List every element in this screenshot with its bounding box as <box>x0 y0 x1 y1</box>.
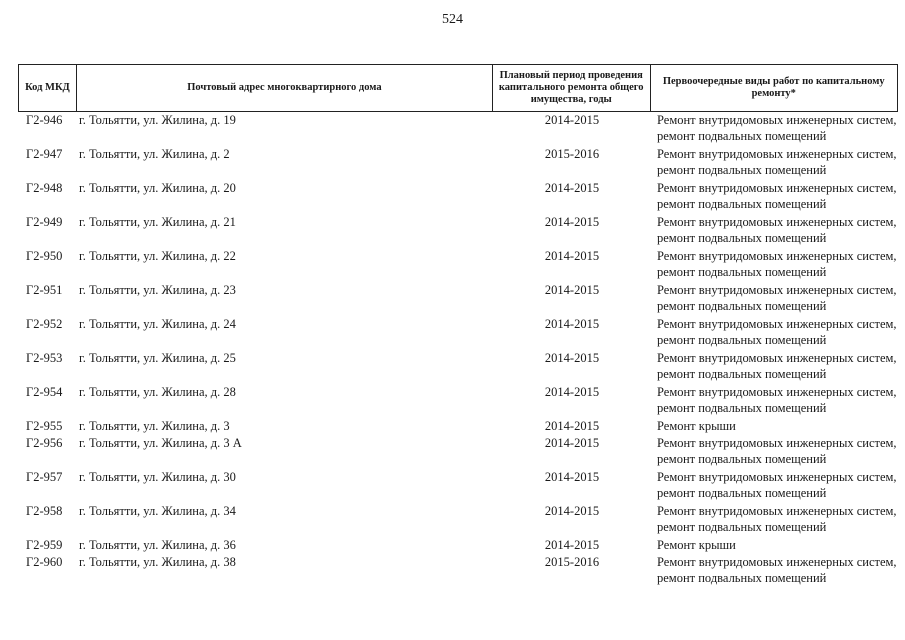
row-works-line: Ремонт внутридомовых инженерных систем, <box>657 181 897 195</box>
row-address: г. Тольятти, ул. Жилина, д. 38 <box>79 555 236 569</box>
table-row <box>18 435 898 469</box>
row-works <box>651 554 898 588</box>
row-works-line: Ремонт внутридомовых инженерных систем, <box>657 147 897 161</box>
row-period: 2015-2016 <box>544 147 600 161</box>
row-address: г. Тольятти, ул. Жилина, д. 21 <box>79 215 236 229</box>
row-works <box>651 146 898 180</box>
row-period: 2014-2015 <box>544 351 600 365</box>
row-works-line: Ремонт внутридомовых инженерных систем, <box>657 470 897 484</box>
row-code: Г2-947 <box>26 147 63 161</box>
table-row <box>18 418 898 435</box>
row-works <box>651 112 898 146</box>
table-row <box>18 146 898 180</box>
row-period: 2014-2015 <box>544 538 600 552</box>
row-works-line: Ремонт внутридомовых инженерных систем, <box>657 249 897 263</box>
table-row <box>18 282 898 316</box>
row-code: Г2-955 <box>26 419 63 433</box>
row-works-line: Ремонт крыши <box>657 419 736 433</box>
row-works <box>651 418 898 435</box>
page-number: 524 <box>442 12 463 27</box>
row-period: 2014-2015 <box>544 113 600 127</box>
row-code: Г2-958 <box>26 504 63 518</box>
row-code: Г2-949 <box>26 215 63 229</box>
row-works <box>651 350 898 384</box>
table-header <box>18 64 898 112</box>
header-works: Первоочередные виды работ по капитальному ремонту* <box>662 76 885 99</box>
row-works-line: Ремонт крыши <box>657 538 736 552</box>
row-address: г. Тольятти, ул. Жилина, д. 25 <box>79 351 236 365</box>
row-code: Г2-954 <box>26 385 63 399</box>
row-period: 2015-2016 <box>544 555 600 569</box>
row-works <box>651 282 898 316</box>
row-works-line: Ремонт внутридомовых инженерных систем, <box>657 436 897 450</box>
row-address: г. Тольятти, ул. Жилина, д. 24 <box>79 317 236 331</box>
row-address: г. Тольятти, ул. Жилина, д. 30 <box>79 470 236 484</box>
row-period: 2014-2015 <box>544 470 600 484</box>
row-works <box>651 435 898 469</box>
row-address: г. Тольятти, ул. Жилина, д. 23 <box>79 283 236 297</box>
row-period: 2014-2015 <box>544 419 600 433</box>
row-works-line: ремонт подвальных помещений <box>657 299 827 313</box>
table-row <box>18 537 898 554</box>
row-period: 2014-2015 <box>544 317 600 331</box>
row-works <box>651 316 898 350</box>
row-works <box>651 180 898 214</box>
row-works-line: ремонт подвальных помещений <box>657 486 827 500</box>
row-works-line: ремонт подвальных помещений <box>657 401 827 415</box>
row-code: Г2-957 <box>26 470 63 484</box>
row-works-line: ремонт подвальных помещений <box>657 520 827 534</box>
row-works-line: ремонт подвальных помещений <box>657 163 827 177</box>
row-works <box>651 537 898 554</box>
row-code: Г2-948 <box>26 181 63 195</box>
row-address: г. Тольятти, ул. Жилина, д. 3 <box>79 419 230 433</box>
row-works <box>651 469 898 503</box>
row-works <box>651 214 898 248</box>
row-code: Г2-960 <box>26 555 63 569</box>
table-row <box>18 503 898 537</box>
row-works-line: Ремонт внутридомовых инженерных систем, <box>657 283 897 297</box>
row-works <box>651 384 898 418</box>
header-period: Плановый период проведения капитального ремонта общего имущества, годы <box>493 65 651 111</box>
row-works-line: Ремонт внутридомовых инженерных систем, <box>657 385 897 399</box>
row-period: 2014-2015 <box>544 215 600 229</box>
row-period: 2014-2015 <box>544 504 600 518</box>
row-works-line: Ремонт внутридомовых инженерных систем, <box>657 504 897 518</box>
row-works-line: ремонт подвальных помещений <box>657 265 827 279</box>
row-address: г. Тольятти, ул. Жилина, д. 3 А <box>79 436 242 450</box>
row-works-line: ремонт подвальных помещений <box>657 452 827 466</box>
table-row <box>18 112 898 146</box>
row-works-line: Ремонт внутридомовых инженерных систем, <box>657 317 897 331</box>
row-works-line: ремонт подвальных помещений <box>657 129 827 143</box>
row-period: 2014-2015 <box>544 181 600 195</box>
row-address: г. Тольятти, ул. Жилина, д. 19 <box>79 113 236 127</box>
row-period: 2014-2015 <box>544 249 600 263</box>
row-works-line: Ремонт внутридомовых инженерных систем, <box>657 113 897 127</box>
table-row <box>18 180 898 214</box>
row-works-line: Ремонт внутридомовых инженерных систем, <box>657 555 897 569</box>
row-works <box>651 248 898 282</box>
row-address: г. Тольятти, ул. Жилина, д. 22 <box>79 249 236 263</box>
row-code: Г2-956 <box>26 436 63 450</box>
row-address: г. Тольятти, ул. Жилина, д. 28 <box>79 385 236 399</box>
table-row <box>18 384 898 418</box>
row-period: 2014-2015 <box>544 436 600 450</box>
row-works-line: ремонт подвальных помещений <box>657 333 827 347</box>
table-row <box>18 469 898 503</box>
row-period: 2014-2015 <box>544 283 600 297</box>
table-row <box>18 554 898 588</box>
row-works-line: ремонт подвальных помещений <box>657 231 827 245</box>
row-period: 2014-2015 <box>544 385 600 399</box>
row-code: Г2-950 <box>26 249 63 263</box>
table-row <box>18 248 898 282</box>
table-row <box>18 316 898 350</box>
table-row <box>18 214 898 248</box>
row-address: г. Тольятти, ул. Жилина, д. 20 <box>79 181 236 195</box>
header-code: Код МКД <box>19 65 77 111</box>
row-works <box>651 503 898 537</box>
table-body <box>18 112 898 588</box>
row-works-line: ремонт подвальных помещений <box>657 571 827 585</box>
row-code: Г2-959 <box>26 538 63 552</box>
row-address: г. Тольятти, ул. Жилина, д. 34 <box>79 504 236 518</box>
row-works-line: ремонт подвальных помещений <box>657 367 827 381</box>
row-works-line: Ремонт внутридомовых инженерных систем, <box>657 215 897 229</box>
row-code: Г2-951 <box>26 283 63 297</box>
row-works-line: Ремонт внутридомовых инженерных систем, <box>657 351 897 365</box>
row-code: Г2-952 <box>26 317 63 331</box>
row-address: г. Тольятти, ул. Жилина, д. 36 <box>79 538 236 552</box>
row-address: г. Тольятти, ул. Жилина, д. 2 <box>79 147 230 161</box>
header-address: Почтовый адрес многоквартирного дома <box>77 65 493 111</box>
row-code: Г2-953 <box>26 351 63 365</box>
row-works-line: ремонт подвальных помещений <box>657 197 827 211</box>
row-code: Г2-946 <box>26 113 63 127</box>
table-row <box>18 350 898 384</box>
